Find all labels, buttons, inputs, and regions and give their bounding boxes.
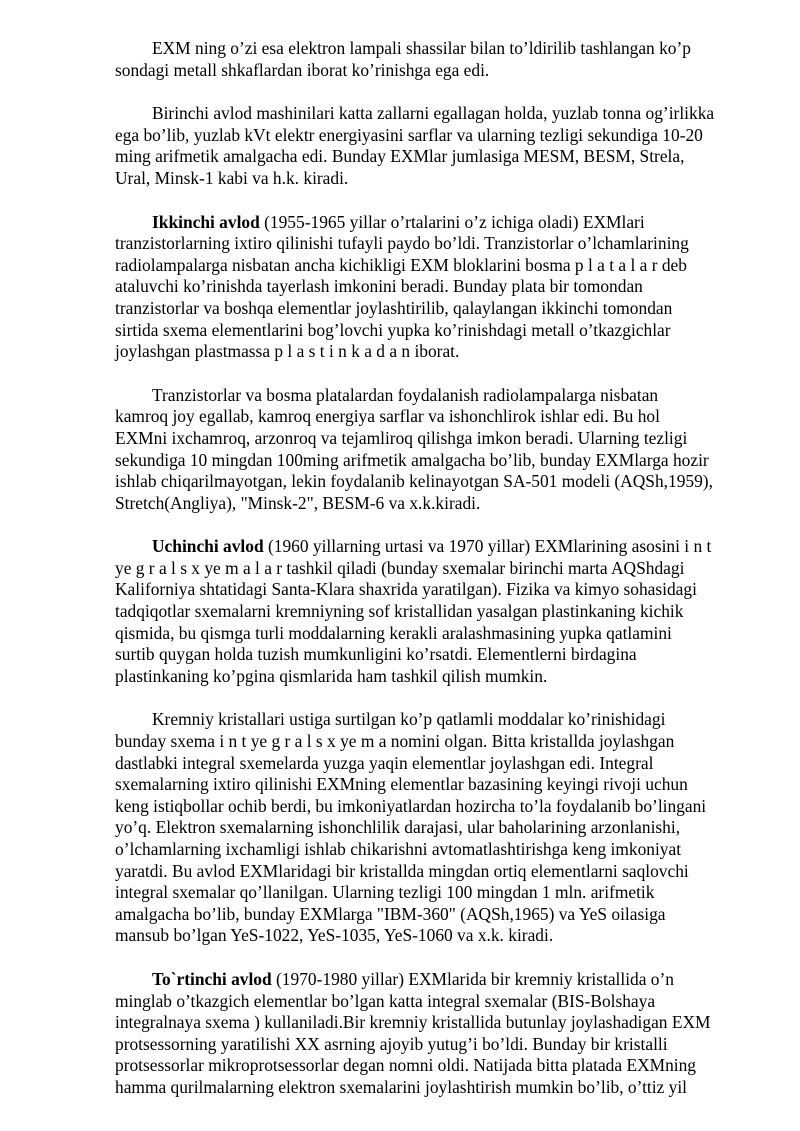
paragraph-uchinchi-avlod — [115, 536, 764, 687]
text-line: ming arifmetik amalgacha edi. Bunday EXMlar jumlasiga MESM, BESM, Strela, — [115, 146, 685, 167]
text-line: integral sxemalar qo’llanilgan. Ularning tezligi 100 mingdan 1 mln. arifmetik — [115, 882, 655, 903]
text-line: tranzistorlar va boshqa elementlar joylashtirilib, qalaylangan ikkinchi tomondan — [115, 297, 673, 318]
text-line: qismida, bu qismga turli moddalarning kerakli aralashmasining yupka qatlamini — [115, 622, 672, 643]
text-line: joylashgan plastmassa p l a s t i n k a d a n iborat. — [115, 341, 460, 362]
text-line: Kaliforniya shtatidagi Santa-Klara shaxrida yaratilgan). Fizika va kimyo sohasidagi — [115, 579, 697, 600]
text-line: minglab o’tkazgich elementlar bo’lgan katta integral sxemalar (BIS-Bolshaya — [115, 990, 656, 1011]
text-line — [115, 969, 764, 991]
paragraph-exm-shkaflar — [115, 38, 764, 81]
section-heading-ikkinchi-avlod: Ikkinchi avlod — [152, 211, 260, 232]
text-run: (1970-1980 yillar) EXMlarida bir kremniy kristallida o’n — [271, 968, 674, 989]
text-line: sondagi metall shkaflardan iborat ko’rinishga ega edi. — [115, 59, 490, 80]
paragraph-birinchi-avlod — [115, 103, 764, 189]
text-line: integralnaya sxema ) kullaniladi.Bir kremniy kristallida butunlay joylashadigan EXM — [115, 1012, 711, 1033]
section-heading-uchinchi-avlod: Uchinchi avlod — [152, 536, 264, 557]
text-line: surtib quygan holda tuzish mumkunligini ko’rsatdi. Elementlerni birdagina — [115, 644, 637, 665]
text-line: Birinchi avlod mashinilari katta zallarni egallagan holda, yuzlab tonna og’irlikka — [152, 103, 715, 124]
text-line: sxemalarning ixtiro qilinishi EXMning elementlar bazasining keyingi rivoji uchun — [115, 774, 688, 795]
text-line: EXM ning o’zi esa elektron lampali shassilar bilan to’ldirilib tashlangan ko’p — [152, 38, 691, 58]
text-line: dastlabki integral sxemelarda yuzga yaqin elementlar joylashgan edi. Integral — [115, 752, 654, 773]
section-heading-tortinchi-avlod: To`rtinchi avlod — [152, 968, 272, 989]
text-line — [115, 536, 764, 558]
text-run: (1955-1965 yillar o’rtalarini o’z ichiga oladi) EXMlari — [259, 211, 645, 232]
text-line: o’lchamlarning ixchamligi ishlab chikarishni avtomatlashtirishga keng imkoniyat — [115, 839, 682, 859]
text-line: Tranzistorlar va bosma platalardan foydalanish radiolampalarga nisbatan — [152, 384, 659, 405]
text-line: ataluvchi ko’rinishda tayerlash imkonini beradi. Bunday plata bir tomondan — [115, 276, 643, 297]
text-line: plastinkaning ko’pgina qismlarida ham tashkil qilish mumkin. — [115, 665, 548, 686]
text-line: protsessorning yaratilishi XX asrning ajoyib yutug’i bo’ldi. Bunday bir kristalli — [115, 1033, 668, 1054]
text-line: sirtida sxema elementlarini bog’lovchi yupka ko’rinishdagi metall o’tkazgichlar — [115, 319, 671, 340]
text-line: radiolampalarga nisbatan ancha kichikligi EXM bloklarini bosma p l a t a l a r deb — [115, 254, 687, 275]
text-line: kamroq joy egallab, kamroq energiya sarflar va ishonchlirok ishlar edi. Bu hol — [115, 406, 660, 427]
text-run: (1960 yillarning urtasi va 1970 yillar) EXMlarining asosini i n t — [263, 536, 712, 557]
paragraph-tranzistorlar — [115, 385, 764, 515]
text-line: sekundiga 10 mingdan 100ming arifmetik amalgacha bo’lib, bunday EXMlarga hozir — [115, 449, 709, 470]
text-line: bunday sxema i n t ye g r a l s x ye m a nomini olgan. Bitta kristallda joylashgan — [115, 731, 675, 752]
text-line: amalgacha bo’lib, bunday EXMlarga "IBM-360" (AQSh,1965) va YeS oilasiga — [115, 903, 666, 924]
text-line: protsessorlar mikroprotsessorlar degan nomni oldi. Natijada bitta platada EXMning — [115, 1055, 697, 1076]
text-line: hamma qurilmalarning elektron sxemalarini joylashtirish mumkin bo’lib, o’ttiz yil — [115, 1076, 688, 1097]
text-line: ishlab chiqarilmayotgan, lekin foydalanib kelinayotgan SA-501 modeli (AQSh,1959), — [115, 471, 713, 492]
text-line — [115, 212, 764, 234]
text-line: yo’q. Elektron sxemalarning ishonchlilik darajasi, ular baholarining arzonlanishi, — [115, 817, 681, 838]
text-line: Ural, Minsk-1 kabi va h.k. kiradi. — [115, 167, 349, 188]
text-line: mansub bo’lgan YeS-1022, YeS-1035, YeS-1060 va x.k. kiradi. — [115, 925, 554, 946]
paragraph-ikkinchi-avlod — [115, 212, 764, 363]
paragraph-tortinchi-avlod — [115, 969, 764, 1099]
text-line: tadqiqotlar sxemalarni kremniyning sof kristallidan yasalgan plastinkaning kichik — [115, 601, 684, 622]
text-line: yaratdi. Bu avlod EXMlaridagi bir kristallda mingdan ortiq elementlarni saqlovchi — [115, 860, 689, 881]
text-line: EXMni ixchamroq, arzonroq va tejamliroq qilishga imkon beradi. Ularning tezligi — [115, 427, 688, 448]
text-line: ye g r a l s x ye m a l a r tashkil qiladi (bunday sxemalar birinchi marta AQShdagi — [115, 557, 685, 578]
text-line: tranzistorlarning ixtiro qilinishi tufayli paydo bo’ldi. Tranzistorlar o’lchamlarining — [115, 233, 689, 254]
text-line: keng istiqbollar ochib berdi, bu imkoniyatlardan hozircha to’la foydalanib bo’lingani — [115, 795, 707, 816]
paragraph-kremniy-kristallari — [115, 709, 764, 947]
text-line: Kremniy kristallari ustiga surtilgan ko’p qatlamli moddalar ko’rinishidagi — [152, 709, 666, 730]
text-line: ega bo’lib, yuzlab kVt elektr energiyasini sarflar va ularning tezligi sekundiga 10-20 — [115, 124, 703, 145]
text-line: Stretch(Angliya), "Minsk-2", BESM-6 va x.k.kiradi. — [115, 492, 481, 513]
